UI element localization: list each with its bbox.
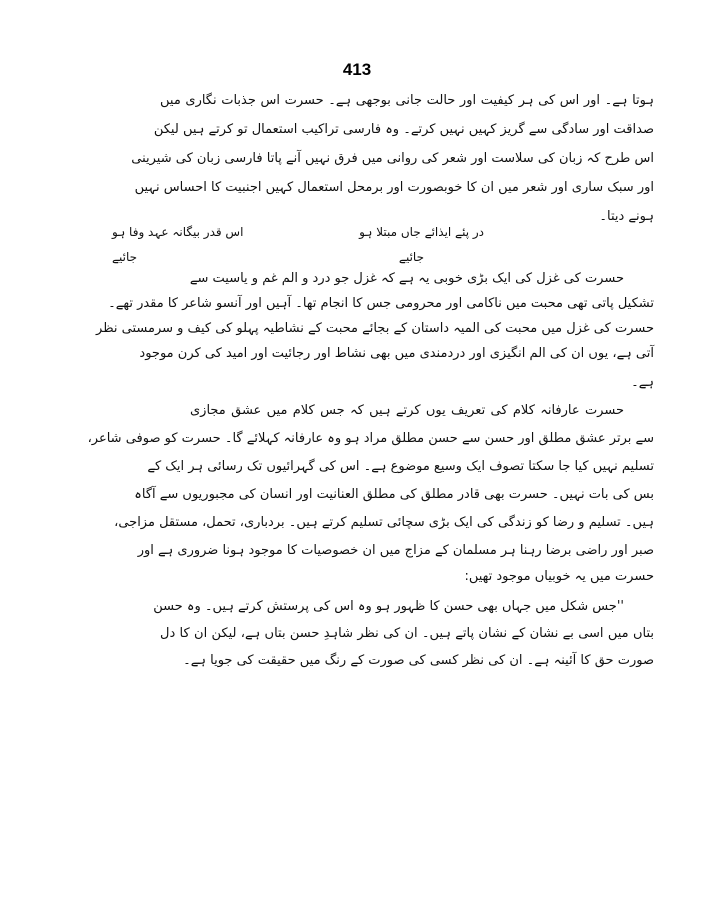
couplet-line-1-right: در پئے ایذائے جاں مبتلا ہو: [359, 225, 484, 239]
paragraph-2-line: ہے۔: [631, 375, 654, 390]
paragraph-1-line: ہونے دیتا۔: [599, 209, 654, 224]
paragraph-3-line: صبر اور راضی برضا رہنا ہر مسلمان کے مزاج میں ان خصوصیات کا موجود ہونا ضروری ہے اور: [137, 543, 654, 558]
page-number: 413: [342, 60, 372, 79]
paragraph-1-line: صداقت اور سادگی سے گریز کہیں نہیں کرتے۔ وہ فارسی تراکیب استعمال تو کرتے ہیں لیکن: [153, 122, 654, 137]
paragraph-3-line: تسلیم نہیں کیا جا سکتا تصوف ایک وسیع موضوع ہے۔ اس کی گہرائیوں تک رسائی ہر ایک کے: [147, 459, 654, 474]
quote-line: بتاں میں اسی بے نشان کے نشان پاتے ہیں۔ ان کی نظر شاہدِ حسن بتاں ہے، لیکن ان کا دل: [160, 626, 654, 641]
paragraph-3-line: حسرت میں یہ خوبیاں موجود تھیں:: [464, 569, 654, 584]
paragraph-3-line: سے برتر عشق مطلق اور حسن سے حسن مطلق مراد ہو وہ عارفانہ کہلائے گا۔ حسرت کو صوفی شاعر،: [87, 431, 654, 446]
couplet-line-2-right: جائیے: [398, 250, 424, 264]
quote-line: ''جس شکل میں جہاں بھی حسن کا ظہور ہو وہ اس کی پرستش کرتے ہیں۔ وہ حسن: [153, 599, 624, 614]
paragraph-1-line: اس طرح کہ زبان کی سلاست اور شعر کی روانی میں فرق نہیں آنے پاتا فارسی زبان کی شیرینی: [131, 151, 654, 166]
paragraph-2-line: حسرت کی غزل میں محبت کی المیہ داستان کے بجائے محبت کے نشاطیہ پہلو کی کیف و سرمستی نظر: [96, 321, 654, 336]
paragraph-3-line: بس کی بات نہیں۔ حسرت بھی قادر مطلق کی مطلق العنانیت اور انسان کی مجبوریوں سے آگاہ: [134, 487, 654, 502]
paragraph-2-line: حسرت کی غزل کی ایک بڑی خوبی یہ ہے کہ غزل جو درد و الم غم و یاسیت سے: [189, 271, 624, 286]
couplet-line-2-left: جائیے: [112, 250, 138, 264]
paragraph-3-line: ہیں۔ تسلیم و رضا کو زندگی کی ایک بڑی سچائی تسلیم کرتے ہیں۔ بردباری، تحمل، مستقل مزاجی،: [114, 515, 654, 530]
paragraph-1-line: ہوتا ہے۔ اور اس کی ہر کیفیت اور حالت جانی بوجھی ہے۔ حسرت اس جذبات نگاری میں: [160, 93, 654, 108]
paragraph-3-line: حسرت عارفانہ کلام کی تعریف یوں کرتے ہیں کہ جس کلام میں عشق مجازی: [190, 403, 624, 418]
paragraph-2-line: تشکیل پاتی تھی محبت میں ناکامی اور محرومی جس کا انجام تھا۔ آہیں اور آنسو شاعر کا مقدر تھے۔: [108, 296, 654, 311]
paragraph-1-line: اور سبک ساری اور شعر میں ان کا خوبصورت اور برمحل استعمال کہیں اجنبیت کا احساس نہیں: [134, 180, 654, 195]
quote-line: صورت حق کا آئینہ ہے۔ ان کی نظر کسی کی صورت کے رنگ میں حقیقت کی جویا ہے۔: [183, 653, 654, 668]
paragraph-2-line: آتی ہے، یوں ان کی الم انگیزی اور دردمندی میں بھی نشاط اور رجائیت اور امید کی کرن موجود: [139, 346, 654, 361]
couplet-line-1-left: اس قدر بیگانہ عہد وفا ہو: [112, 225, 244, 239]
